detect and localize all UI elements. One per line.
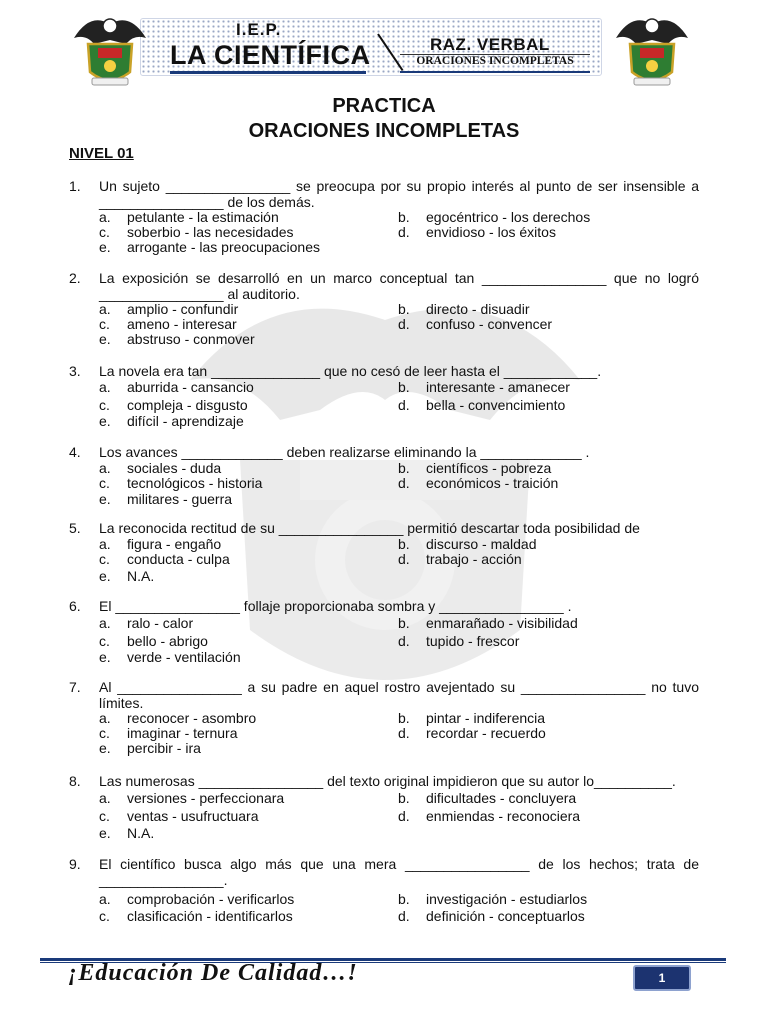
answer-option[interactable] [398,552,522,568]
option-letter: e. [99,331,111,347]
option-text: bella - convencimiento [426,396,566,413]
option-letter: e. [99,567,111,584]
option-text: enmarañado - visibilidad [426,614,578,631]
answer-option[interactable] [99,909,293,925]
option-text: pintar - indiferencia [426,710,546,726]
answer-option[interactable] [398,809,580,825]
option-letter: b. [398,301,410,317]
option-text: recordar - recuerdo [426,725,546,741]
answer-option[interactable] [398,398,565,414]
answer-option[interactable] [99,492,232,508]
option-letter: c. [99,908,110,924]
option-text: confuso - convencer [426,316,553,332]
question-number: 9. [69,856,81,872]
option-letter: e. [99,648,111,665]
question-text: El científico busca algo más que una mera ________________ de los hechos; trata de ________________. [99,856,699,888]
school-name: LA CIENTÍFICA [170,40,371,70]
option-letter: e. [99,239,111,255]
option-letter: c. [99,474,110,491]
question-number: 1. [69,178,81,194]
option-letter: d. [398,725,410,741]
option-letter: c. [99,725,110,741]
option-letter: d. [398,632,410,649]
answer-option[interactable] [99,414,244,430]
answer-option[interactable] [398,380,570,396]
option-letter: a. [99,891,111,907]
answer-option[interactable] [99,892,294,908]
answer-option[interactable] [398,892,587,908]
question-text: La exposición se desarrolló en un marco conceptual tan ________________ que no logró ________________ al auditorio. [99,270,699,302]
option-letter: b. [398,378,410,395]
option-text: aburrida - cansancio [127,378,254,395]
answer-option[interactable] [398,909,585,925]
answer-options [99,789,699,841]
footer-motto: ¡Educación De Calidad…! [68,960,358,986]
topic-label: ORACIONES INCOMPLETAS [416,55,574,67]
answer-options [99,711,699,757]
answer-options [99,614,699,665]
answer-options [99,210,699,256]
option-text: dificultades - concluyera [426,789,577,806]
option-text: envidioso - los éxitos [426,224,556,240]
option-letter: c. [99,550,110,567]
option-text: N.A. [127,567,155,584]
school-name-underline [170,71,366,74]
option-letter: c. [99,632,110,649]
answer-options [99,461,699,507]
option-text: reconocer - asombro [127,710,257,726]
answer-option[interactable] [99,809,259,825]
question-text: Las numerosas ________________ del texto original impidieron que su autor lo__________. [99,773,676,789]
option-text: difícil - aprendizaje [127,412,244,429]
question-item [69,271,699,348]
answer-option[interactable] [398,476,558,492]
question-text: Un sujeto ________________ se preocupa por su propio interés al punto de ser insensible a ________________ de los demás. [99,178,699,210]
question-text: Al ________________ a su padre en aquel rostro avejentado su ________________ no tuvo límites. [99,679,699,711]
question-text: La novela era tan ______________ que no cesó de leer hasta el ____________. [99,363,602,379]
question-item [69,179,699,256]
question-item [69,680,699,757]
option-text: egocéntrico - los derechos [426,209,591,225]
option-text: soberbio - las necesidades [127,224,294,240]
option-text: verde - ventilación [127,648,241,665]
question-number: 5. [69,520,81,536]
option-letter: c. [99,316,110,332]
page-number-badge: 1 [633,965,691,991]
option-letter: a. [99,459,111,476]
answer-options [99,302,699,348]
option-text: petulante - la estimación [127,209,279,225]
answer-options [99,378,699,429]
question-number: 2. [69,270,81,286]
question-item [69,773,699,841]
option-text: percibir - ira [127,740,201,756]
option-text: ventas - usufructuara [127,807,259,824]
option-text: enmiendas - reconociera [426,807,581,824]
option-text: trabajo - acción [426,550,522,567]
option-letter: e. [99,412,111,429]
answer-option[interactable] [99,634,208,650]
answer-option[interactable] [398,726,546,742]
level-heading: NIVEL 01 [69,145,134,162]
answer-option[interactable] [398,317,552,333]
option-text: investigación - estudiarlos [426,891,588,907]
question-number: 4. [69,444,81,460]
option-letter: b. [398,614,410,631]
option-letter: d. [398,224,410,240]
option-letter: d. [398,316,410,332]
option-text: imaginar - ternura [127,725,238,741]
option-letter: c. [99,807,110,824]
option-text: sociales - duda [127,459,222,476]
option-text: clasificación - identificarlos [127,908,293,924]
school-crest-icon [612,10,692,90]
option-text: amplio - confundir [127,301,239,317]
answer-option[interactable] [99,552,230,568]
option-letter: a. [99,614,111,631]
option-letter: c. [99,396,110,413]
option-letter: e. [99,490,111,507]
option-text: tupido - frescor [426,632,520,649]
question-number: 6. [69,598,81,614]
topic-underline [400,71,590,73]
school-prefix: I.E.P. [236,20,282,39]
page-header [0,0,768,92]
option-text: arrogante - las preocupaciones [127,239,321,255]
option-text: conducta - culpa [127,550,230,567]
answer-option[interactable] [398,791,576,807]
option-letter: b. [398,789,410,806]
option-letter: e. [99,824,111,841]
question-item [69,363,699,429]
option-letter: a. [99,301,111,317]
answer-option[interactable] [99,741,201,757]
option-letter: b. [398,710,410,726]
subject-label: RAZ. VERBAL [430,35,550,54]
answer-option[interactable] [99,826,154,842]
option-letter: a. [99,789,111,806]
answer-option[interactable] [99,332,255,348]
option-text: figura - engaño [127,535,222,552]
option-text: interesante - amanecer [426,378,570,395]
option-letter: e. [99,740,111,756]
option-letter: d. [398,550,410,567]
option-text: abstruso - conmover [127,331,255,347]
question-number: 7. [69,679,81,695]
question-text: El ________________ follaje proporcionaba sombra y ________________ . [99,598,572,614]
option-text: N.A. [127,824,155,841]
option-letter: b. [398,209,410,225]
option-text: ralo - calor [127,614,194,631]
answer-option[interactable] [398,616,578,632]
question-number: 8. [69,773,81,789]
answer-option[interactable] [99,476,262,492]
option-text: científicos - pobreza [426,459,552,476]
question-number: 3. [69,363,81,379]
option-letter: a. [99,710,111,726]
answer-option[interactable] [99,650,241,666]
option-letter: d. [398,474,410,491]
question-item [69,445,699,507]
question-text: La reconocida rectitud de su ________________ permitió descartar toda posibilidad de [99,520,640,536]
option-letter: d. [398,807,410,824]
option-letter: a. [99,378,111,395]
option-text: bello - abrigo [127,632,208,649]
answer-option[interactable] [99,791,284,807]
option-text: versiones - perfeccionara [127,789,285,806]
option-letter: c. [99,224,110,240]
answer-option[interactable] [99,616,193,632]
option-letter: a. [99,209,111,225]
option-text: discurso - maldad [426,535,537,552]
answer-option[interactable] [99,569,154,585]
answer-option[interactable] [398,225,556,241]
option-letter: b. [398,891,410,907]
option-text: compleja - disgusto [127,396,248,413]
question-item [69,857,699,934]
question-item [69,521,699,583]
answer-options [99,537,699,583]
option-letter: a. [99,535,111,552]
answer-option[interactable] [99,240,320,256]
option-text: definición - conceptuarlos [426,908,585,924]
option-text: directo - disuadir [426,301,530,317]
option-text: comprobación - verificarlos [127,891,295,907]
page-subtitle: ORACIONES INCOMPLETAS [248,120,520,142]
option-letter: d. [398,396,410,413]
option-text: económicos - traición [426,474,559,491]
page-title: PRACTICA [332,95,436,117]
question-item [69,598,699,665]
answer-option[interactable] [99,398,248,414]
option-text: ameno - interesar [127,316,237,332]
answer-option[interactable] [398,634,519,650]
option-letter: b. [398,459,410,476]
answer-option[interactable] [99,380,254,396]
option-text: militares - guerra [127,490,233,507]
school-crest-icon [70,10,150,90]
subject-box [400,30,590,72]
question-text: Los avances _____________ deben realizarse eliminando la _____________ . [99,444,590,460]
option-letter: b. [398,535,410,552]
answer-options [99,888,699,934]
option-letter: d. [398,908,410,924]
option-text: tecnológicos - historia [127,474,263,491]
